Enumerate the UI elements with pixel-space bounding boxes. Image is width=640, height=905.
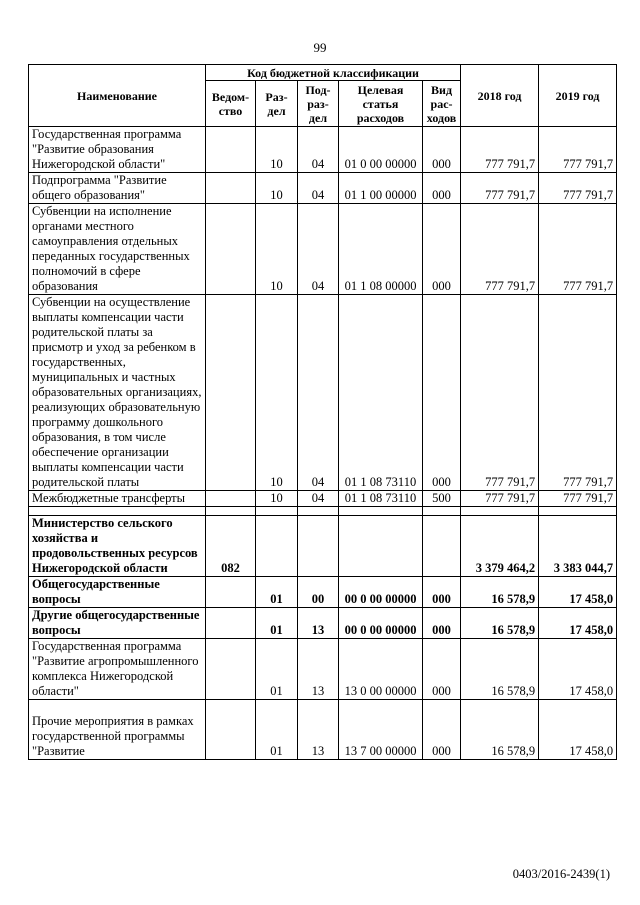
header-code-group: Код бюджетной классификации bbox=[206, 65, 461, 81]
row-target: 00 0 00 00000 bbox=[339, 608, 423, 639]
row-name: Министерство сельского хозяйства и продовольственных ресурсов Нижегородской области bbox=[29, 516, 206, 577]
empty-cell bbox=[461, 507, 539, 516]
row-podr: 13 bbox=[298, 608, 339, 639]
row-target: 01 1 08 73110 bbox=[339, 295, 423, 491]
header-target: Целевая статья расходов bbox=[339, 81, 423, 127]
row-vid: 000 bbox=[423, 204, 461, 295]
empty-cell bbox=[206, 507, 256, 516]
row-podr: 04 bbox=[298, 204, 339, 295]
row-podr: 13 bbox=[298, 700, 339, 760]
row-razdel: 10 bbox=[256, 491, 298, 507]
header-podrazdel: Под-раз-дел bbox=[298, 81, 339, 127]
row-target: 01 1 00 00000 bbox=[339, 173, 423, 204]
empty-cell bbox=[256, 507, 298, 516]
table-row bbox=[29, 295, 617, 491]
header-2019: 2019 год bbox=[539, 65, 617, 127]
row-name: Государственная программа "Развитие агропромышленного комплекса Нижегородской области" bbox=[29, 639, 206, 700]
row-podr: 04 bbox=[298, 173, 339, 204]
row-vid: 000 bbox=[423, 639, 461, 700]
row-2018: 16 578,9 bbox=[461, 577, 539, 608]
table-row bbox=[29, 577, 617, 608]
row-ved bbox=[206, 608, 256, 639]
empty-cell bbox=[423, 507, 461, 516]
row-ved bbox=[206, 295, 256, 491]
row-ved bbox=[206, 700, 256, 760]
table-row bbox=[29, 204, 617, 295]
row-target: 01 1 08 73110 bbox=[339, 491, 423, 507]
row-razdel: 10 bbox=[256, 295, 298, 491]
row-2019: 17 458,0 bbox=[539, 639, 617, 700]
row-ved bbox=[206, 577, 256, 608]
row-vid: 000 bbox=[423, 608, 461, 639]
row-target: 00 0 00 00000 bbox=[339, 577, 423, 608]
row-2018: 777 791,7 bbox=[461, 295, 539, 491]
row-name: Подпрограмма "Развитие общего образования" bbox=[29, 173, 206, 204]
budget-table bbox=[28, 64, 617, 760]
row-target: 13 0 00 00000 bbox=[339, 639, 423, 700]
empty-cell bbox=[298, 507, 339, 516]
row-2018: 16 578,9 bbox=[461, 700, 539, 760]
row-razdel: 01 bbox=[256, 608, 298, 639]
header-name: Наименование bbox=[29, 65, 206, 127]
row-vid: 000 bbox=[423, 173, 461, 204]
row-name: Прочие мероприятия в рамках государственной программы "Развитие bbox=[29, 700, 206, 760]
header-vedomstvo: Ведом-ство bbox=[206, 81, 256, 127]
row-2018: 777 791,7 bbox=[461, 491, 539, 507]
row-ved bbox=[206, 204, 256, 295]
row-target: 01 1 08 00000 bbox=[339, 204, 423, 295]
row-razdel: 01 bbox=[256, 577, 298, 608]
table-row bbox=[29, 516, 617, 577]
row-2019: 3 383 044,7 bbox=[539, 516, 617, 577]
row-name: Субвенции на исполнение органами местного самоуправления отдельных переданных государственных полномочий в сфере образования bbox=[29, 204, 206, 295]
row-razdel: 10 bbox=[256, 127, 298, 173]
row-2018: 16 578,9 bbox=[461, 639, 539, 700]
row-podr: 13 bbox=[298, 639, 339, 700]
table-row bbox=[29, 639, 617, 700]
table-row bbox=[29, 700, 617, 760]
row-podr bbox=[298, 516, 339, 577]
page-number: 99 bbox=[313, 40, 327, 55]
header-2018: 2018 год bbox=[461, 65, 539, 127]
header-razdel: Раз-дел bbox=[256, 81, 298, 127]
row-vid: 000 bbox=[423, 577, 461, 608]
row-2018: 777 791,7 bbox=[461, 204, 539, 295]
row-2019: 17 458,0 bbox=[539, 608, 617, 639]
row-razdel: 10 bbox=[256, 204, 298, 295]
row-ved bbox=[206, 173, 256, 204]
row-target: 01 0 00 00000 bbox=[339, 127, 423, 173]
row-name: Общегосударственные вопросы bbox=[29, 577, 206, 608]
row-2018: 777 791,7 bbox=[461, 173, 539, 204]
document-code: 0403/2016-2439(1) bbox=[512, 867, 610, 881]
spacer-row bbox=[29, 507, 617, 516]
table-row bbox=[29, 127, 617, 173]
row-name: Межбюджетные трансферты bbox=[29, 491, 206, 507]
row-name: Субвенции на осуществление выплаты компенсации части родительской платы за присмотр и уход за ребенком в государственных, муниципальных и частных образовательных организациях, реализующих образовательную программу дошкольного образования, в том числе обеспечение организации выплаты компенсации части родительской платы bbox=[29, 295, 206, 491]
row-2018: 3 379 464,2 bbox=[461, 516, 539, 577]
row-vid bbox=[423, 516, 461, 577]
row-2018: 16 578,9 bbox=[461, 608, 539, 639]
row-2019: 777 791,7 bbox=[539, 295, 617, 491]
row-vid: 000 bbox=[423, 295, 461, 491]
row-2019: 17 458,0 bbox=[539, 700, 617, 760]
row-podr: 04 bbox=[298, 295, 339, 491]
row-podr: 04 bbox=[298, 127, 339, 173]
row-razdel: 10 bbox=[256, 173, 298, 204]
row-name: Другие общегосударственные вопросы bbox=[29, 608, 206, 639]
row-podr: 04 bbox=[298, 491, 339, 507]
row-vid: 000 bbox=[423, 700, 461, 760]
row-razdel: 01 bbox=[256, 700, 298, 760]
row-2019: 777 791,7 bbox=[539, 127, 617, 173]
row-2018: 777 791,7 bbox=[461, 127, 539, 173]
row-2019: 17 458,0 bbox=[539, 577, 617, 608]
header-vid: Вид рас-ходов bbox=[423, 81, 461, 127]
row-razdel bbox=[256, 516, 298, 577]
row-podr: 00 bbox=[298, 577, 339, 608]
empty-cell bbox=[339, 507, 423, 516]
table-row bbox=[29, 491, 617, 507]
row-ved bbox=[206, 127, 256, 173]
table-row bbox=[29, 173, 617, 204]
empty-cell bbox=[539, 507, 617, 516]
row-razdel: 01 bbox=[256, 639, 298, 700]
row-2019: 777 791,7 bbox=[539, 204, 617, 295]
row-ved: 082 bbox=[206, 516, 256, 577]
row-2019: 777 791,7 bbox=[539, 173, 617, 204]
row-target bbox=[339, 516, 423, 577]
empty-cell bbox=[29, 507, 206, 516]
table-row bbox=[29, 608, 617, 639]
row-target: 13 7 00 00000 bbox=[339, 700, 423, 760]
row-vid: 500 bbox=[423, 491, 461, 507]
row-name: Государственная программа "Развитие образования Нижегородской области" bbox=[29, 127, 206, 173]
row-vid: 000 bbox=[423, 127, 461, 173]
row-2019: 777 791,7 bbox=[539, 491, 617, 507]
row-ved bbox=[206, 491, 256, 507]
row-ved bbox=[206, 639, 256, 700]
